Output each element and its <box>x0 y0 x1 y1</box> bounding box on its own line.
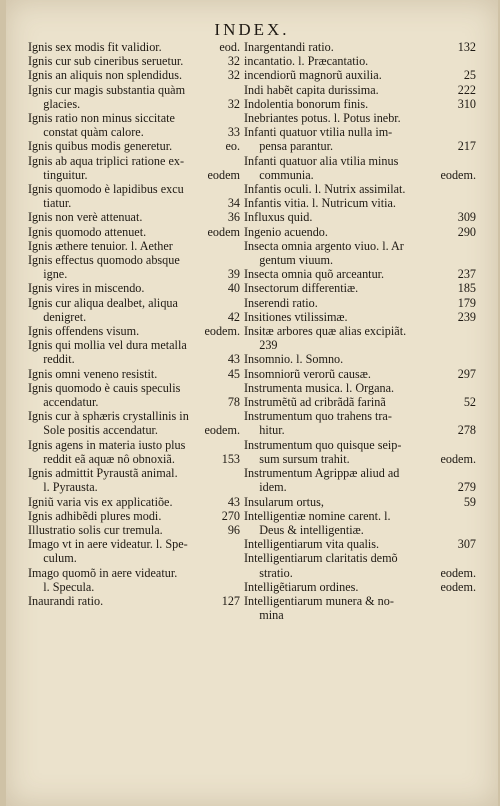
index-entry-text: Ignis cur sub cineribus seruetur. <box>28 54 184 69</box>
index-entry <box>28 523 240 537</box>
book-page <box>6 0 498 806</box>
index-entry <box>244 168 476 182</box>
index-entry <box>28 310 240 324</box>
index-entry-text: incantatio. l. Præcantatio. <box>244 54 369 69</box>
index-entry-page: 36 <box>227 210 240 225</box>
index-entry <box>28 594 240 608</box>
index-entry-page: 59 <box>463 494 476 509</box>
index-entry-text: Illustratio solis cur tremula. <box>28 522 163 537</box>
index-entry <box>28 324 240 338</box>
index-entry <box>244 225 476 239</box>
index-entry-text: Infantis vitia. l. Nutricum vitia. <box>244 196 396 211</box>
index-entry <box>244 68 476 82</box>
index-entry-text: sum sursum trahit. <box>244 451 350 466</box>
index-entry-text: Ignis adhibẽdi plures modi. <box>28 508 162 523</box>
index-entry <box>244 154 476 168</box>
index-entry-page: eodem <box>207 224 240 239</box>
index-entry-text: Infanti quatuor alia vtilia minus <box>244 153 399 168</box>
index-entry-page: 237 <box>457 267 476 282</box>
index-entry <box>244 523 476 537</box>
index-entry <box>28 495 240 509</box>
index-entry-text: Insecta omnia argento viuo. l. Ar <box>244 238 404 253</box>
index-entry-text: Infanti quatuor vtilia nulla im- <box>244 125 393 140</box>
index-entry-page: 127 <box>221 593 240 608</box>
index-entry <box>244 551 476 565</box>
index-entry-page: 45 <box>227 366 240 381</box>
index-entry <box>244 54 476 68</box>
index-entry-text: Instrumẽtũ ad cribrãdã farinã <box>244 395 386 410</box>
index-entry-text: Ignis an aliquis non splendidus. <box>28 68 183 83</box>
index-entry-text: Instrumenta musica. l. Organa. <box>244 380 395 395</box>
index-entry-text: Insitæ arbores quæ alias excipiãt. <box>244 324 407 339</box>
index-entry <box>28 68 240 82</box>
index-entry <box>244 281 476 295</box>
index-entry-text: Ignis quibus modis generetur. <box>28 139 173 154</box>
index-entry-page: 32 <box>227 96 240 111</box>
index-entry-text: Ignis ratio non minus siccitate <box>28 111 175 126</box>
index-entry-text: Inebriantes potus. l. Potus inebr. <box>244 111 401 126</box>
index-entry <box>244 537 476 551</box>
index-entry-text: Ignis cur à sphæris crystallinis in <box>28 409 189 424</box>
index-entry-text: Imago vt in aere videatur. l. Spe- <box>28 537 188 552</box>
index-entry-text: tiatur. <box>28 196 72 211</box>
index-entry-page: 52 <box>463 395 476 410</box>
index-entry <box>244 310 476 324</box>
index-entry-text: denigret. <box>28 309 87 324</box>
index-entry-page: 270 <box>221 508 240 523</box>
index-entry-page: 310 <box>457 96 476 111</box>
index-entry <box>28 239 240 253</box>
index-entry <box>244 196 476 210</box>
index-entry-text: Influxus quid. <box>244 210 313 225</box>
index-entry <box>244 423 476 437</box>
index-entry <box>28 182 240 196</box>
index-entry-text: l. Specula. <box>28 579 95 594</box>
index-entry-text: Ignis omni veneno resistit. <box>28 366 158 381</box>
index-entry-page: eod. <box>219 40 240 54</box>
index-entry <box>28 196 240 210</box>
index-entry-text: Inaurandi ratio. <box>28 593 104 608</box>
index-entry-text: Instrumentum Agrippæ aliud ad <box>244 466 400 481</box>
index-entry-page: 132 <box>457 40 476 54</box>
index-entry-page: eodem. <box>440 451 476 466</box>
index-entry-page: 222 <box>457 82 476 97</box>
index-entry <box>244 324 476 338</box>
index-entry-page: 32 <box>227 54 240 69</box>
index-entry <box>28 281 240 295</box>
index-entry-text: Insularum ortus, <box>244 494 324 509</box>
index-entry-text: Intelligentiæ nomine carent. l. <box>244 508 391 523</box>
index-entry <box>244 438 476 452</box>
index-entry-text: hitur. <box>244 423 285 438</box>
index-entry-page: 39 <box>227 267 240 282</box>
index-entry-text: Ignis ab aqua triplici ratione ex- <box>28 153 185 168</box>
index-entry-page: eodem. <box>440 579 476 594</box>
index-entry-text: Ignis quomodo è lapidibus excu <box>28 182 184 197</box>
index-entry-page: 217 <box>457 139 476 154</box>
index-entry-text: Ignis qui mollia vel dura metalla <box>28 338 187 353</box>
index-entry <box>28 409 240 423</box>
index-entry <box>244 139 476 153</box>
index-entry <box>28 97 240 111</box>
index-entry-page: 279 <box>457 480 476 495</box>
index-entry-text: 239 <box>244 338 278 353</box>
index-entry-page: 40 <box>227 281 240 296</box>
index-entry <box>244 83 476 97</box>
index-entry <box>28 423 240 437</box>
index-entry-text: Infantis oculi. l. Nutrix assimilat. <box>244 182 406 197</box>
index-entry-text: Intelligentiarum munera & no- <box>244 593 394 608</box>
index-entry <box>28 83 240 97</box>
index-entry <box>244 296 476 310</box>
index-entry-page: 33 <box>227 125 240 140</box>
index-entry-page: 96 <box>227 522 240 537</box>
index-entry-text: constat quàm calore. <box>28 125 144 140</box>
index-entry <box>28 40 240 54</box>
index-entry-text: mina <box>244 608 284 623</box>
index-entry <box>28 125 240 139</box>
index-entry-text: Insomnio. l. Somno. <box>244 352 344 367</box>
index-entry-page: 185 <box>457 281 476 296</box>
index-entry <box>244 182 476 196</box>
index-entry-page: eodem <box>207 167 240 182</box>
index-entry <box>28 111 240 125</box>
index-entry-text: Intelligentiarum claritatis demõ <box>244 551 398 566</box>
index-entry-text: Ignis effectus quomodo absque <box>28 253 180 268</box>
index-entry-page: 42 <box>227 309 240 324</box>
index-entry <box>28 452 240 466</box>
page-header: INDEX. <box>214 20 290 39</box>
index-entry-text: Ignis æthere tenuior. l. Aether <box>28 238 173 253</box>
index-entry-text: Instrumentum quo trahens tra- <box>244 409 392 424</box>
index-entry-text: Insectorum differentiæ. <box>244 281 359 296</box>
index-entry-text: Deus & intelligentiæ. <box>244 522 364 537</box>
index-entry <box>244 40 476 54</box>
index-entry-page: 34 <box>227 196 240 211</box>
index-entry-text: Imago quomõ in aere videatur. <box>28 565 178 580</box>
index-entry-text: incendiorũ magnorũ auxilia. <box>244 68 382 83</box>
index-entry <box>244 352 476 366</box>
index-entry-page: eodem. <box>440 565 476 580</box>
index-entry-text: Ignis quomodo è cauis speculis <box>28 380 181 395</box>
index-entry <box>28 139 240 153</box>
index-entry <box>244 367 476 381</box>
index-entry-text: pensa parantur. <box>244 139 334 154</box>
index-entry <box>28 566 240 580</box>
index-entry-page: eodem. <box>204 423 240 438</box>
index-entry-text: culum. <box>28 551 77 566</box>
index-entry <box>244 125 476 139</box>
index-entry-text: Indi habẽt capita durissima. <box>244 82 379 97</box>
index-entry <box>244 466 476 480</box>
index-entry-page: 307 <box>457 537 476 552</box>
index-entry-page: 278 <box>457 423 476 438</box>
index-entry-text: Ignis offendens visum. <box>28 324 140 339</box>
index-entry-page: 78 <box>227 395 240 410</box>
index-entry-page: 239 <box>457 309 476 324</box>
index-entry <box>28 253 240 267</box>
index-entry <box>244 566 476 580</box>
index-entry-text: l. Pyrausta. <box>28 480 98 495</box>
index-entry-text: idem. <box>244 480 287 495</box>
index-entry <box>244 452 476 466</box>
index-entry <box>28 537 240 551</box>
index-entry-text: Instrumentum quo quisque seip- <box>244 437 402 452</box>
index-entry-page: 290 <box>457 224 476 239</box>
index-entry-text: Ignis agens in materia iusto plus <box>28 437 186 452</box>
index-entry-page: 43 <box>227 352 240 367</box>
index-entry-text: communia. <box>244 167 314 182</box>
index-entry <box>244 395 476 409</box>
index-entry <box>28 154 240 168</box>
index-entry <box>244 267 476 281</box>
index-entry-text: glacies. <box>28 96 81 111</box>
index-entry <box>28 466 240 480</box>
index-entry-text: Sole positis accendatur. <box>28 423 158 438</box>
index-entry <box>244 409 476 423</box>
index-entry <box>28 480 240 494</box>
index-entry-text: gentum viuum. <box>244 253 334 268</box>
index-entry <box>28 367 240 381</box>
index-entry <box>28 509 240 523</box>
index-entry-text: Indolentia bonorum finis. <box>244 96 369 111</box>
index-entry <box>28 352 240 366</box>
index-entry-text: Ignis cur aliqua dealbet, aliqua <box>28 295 178 310</box>
index-entry-text: Ignis vires in miscendo. <box>28 281 145 296</box>
index-entry-text: Igniũ varia vis ex applicatiõe. <box>28 494 173 509</box>
index-entry-page: 43 <box>227 494 240 509</box>
index-entry-page: eo. <box>225 139 240 154</box>
index-entry <box>244 111 476 125</box>
index-entry-text: Inserendi ratio. <box>244 295 318 310</box>
index-entry-text: Ignis cur magis substantia quàm <box>28 82 186 97</box>
index-entry-text: Ingenio acuendo. <box>244 224 328 239</box>
index-entry-text: Insitiones vtilissimæ. <box>244 309 348 324</box>
index-entry <box>244 480 476 494</box>
index-entry-text: Insomniorũ verorũ causæ. <box>244 366 371 381</box>
index-entry <box>28 381 240 395</box>
index-entry-text: accendatur. <box>28 395 99 410</box>
index-entry-text: tinguitur. <box>28 167 88 182</box>
index-entry-text: stratio. <box>244 565 293 580</box>
left-column <box>28 40 240 608</box>
index-entry <box>28 395 240 409</box>
index-entry <box>28 225 240 239</box>
index-entry-text: Insecta omnia quõ arceantur. <box>244 267 385 282</box>
index-entry-page: eodem. <box>440 167 476 182</box>
index-entry <box>244 594 476 608</box>
index-entry <box>244 338 476 352</box>
index-entry-text: reddit. <box>28 352 75 367</box>
index-entry <box>28 210 240 224</box>
index-entry <box>244 239 476 253</box>
index-entry <box>28 54 240 68</box>
index-entry <box>244 580 476 594</box>
index-entry-page: 25 <box>463 68 476 83</box>
index-entry <box>244 253 476 267</box>
index-entry-page: 153 <box>221 451 240 466</box>
index-entry <box>28 296 240 310</box>
right-column <box>244 40 476 622</box>
index-entry-text: Ignis admittit Pyraustã animal. <box>28 466 178 481</box>
index-entry <box>244 97 476 111</box>
index-entry-page: 297 <box>457 366 476 381</box>
index-entry <box>244 381 476 395</box>
index-entry <box>28 438 240 452</box>
index-entry <box>244 509 476 523</box>
index-entry-text: Inargentandi ratio. <box>244 40 334 54</box>
index-entry <box>244 495 476 509</box>
index-entry <box>28 267 240 281</box>
index-entry <box>244 608 476 622</box>
index-entry-page: 32 <box>227 68 240 83</box>
index-entry <box>28 168 240 182</box>
index-entry-text: Intelligẽtiarum ordines. <box>244 579 359 594</box>
index-entry-text: Intelligentiarum vita qualis. <box>244 537 380 552</box>
index-entry <box>244 210 476 224</box>
index-entry-page: 179 <box>457 295 476 310</box>
index-entry-page: 309 <box>457 210 476 225</box>
index-entry-text: reddit eã aquæ nô obnoxiã. <box>28 451 175 466</box>
index-entry-text: Ignis non verè attenuat. <box>28 210 143 225</box>
index-entry-text: igne. <box>28 267 68 282</box>
index-entry-page: eodem. <box>204 324 240 339</box>
index-entry <box>28 338 240 352</box>
index-entry-text: Ignis quomodo attenuet. <box>28 224 147 239</box>
index-entry-text: Ignis sex modis fit validior. <box>28 40 162 54</box>
index-entry <box>28 580 240 594</box>
index-entry <box>28 551 240 565</box>
